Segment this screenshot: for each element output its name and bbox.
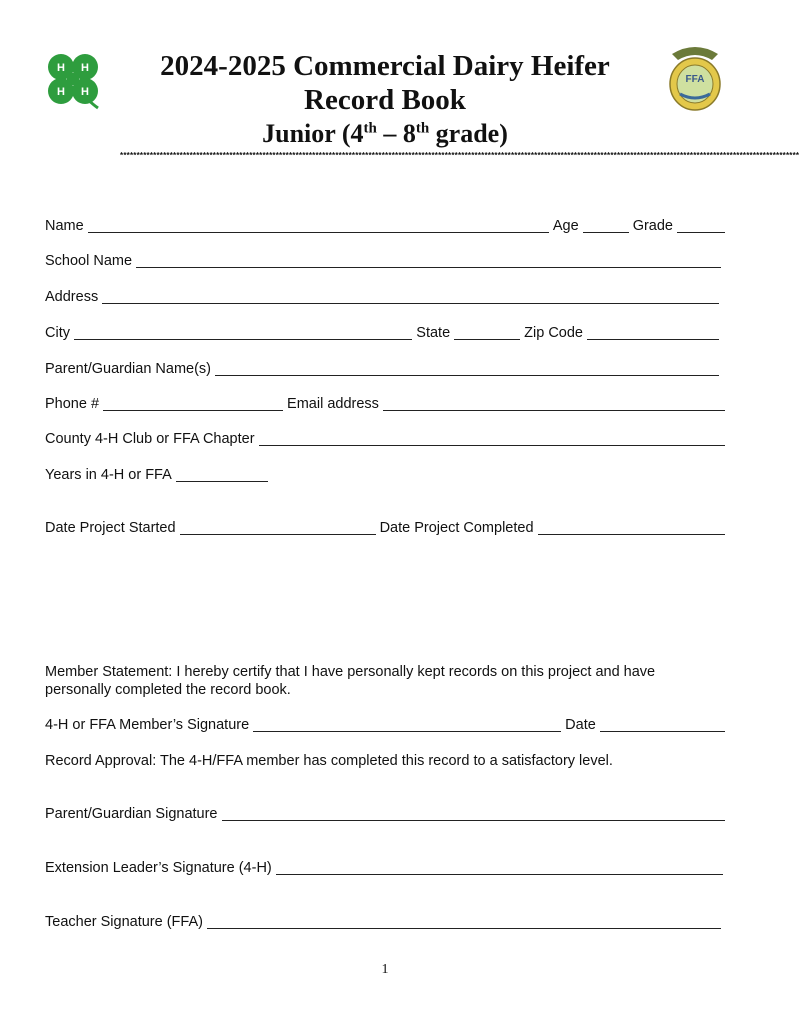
extension-signature-row	[45, 858, 725, 878]
parent-signature-field[interactable]	[222, 806, 726, 821]
teacher-signature-row	[45, 912, 725, 932]
contact-row	[45, 394, 725, 414]
name-row	[45, 216, 725, 236]
asterisk-divider: *************************************************************************************************************************************************************************************************************	[120, 151, 799, 160]
svg-text:H: H	[81, 62, 89, 74]
school-label: School Name	[45, 253, 133, 269]
record-approval: Record Approval: The 4-H/FFA member has completed this record to a satisfactory level.	[45, 753, 613, 769]
name-label: Name	[45, 218, 84, 234]
grade-label: Grade	[632, 218, 673, 234]
svg-text:H: H	[81, 86, 89, 98]
years-label: Years in 4-H or FFA	[45, 467, 172, 483]
age-field[interactable]	[583, 218, 629, 233]
age-label: Age	[552, 218, 579, 234]
city-field[interactable]	[74, 325, 412, 340]
teacher-signature-field[interactable]	[207, 914, 721, 929]
parent-signature-row	[45, 804, 725, 824]
parent-signature-label: Parent/Guardian Signature	[45, 806, 218, 822]
extension-signature-label: Extension Leader’s Signature (4-H)	[45, 860, 272, 876]
phone-field[interactable]	[103, 396, 283, 411]
school-row	[45, 251, 725, 271]
club-label: County 4-H Club or FFA Chapter	[45, 431, 255, 447]
page-title: 2024-2025 Commercial Dairy Heifer	[160, 50, 610, 82]
zip-label: Zip Code	[524, 325, 583, 341]
dates-row	[45, 518, 725, 538]
city-label: City	[45, 325, 70, 341]
svg-text:FFA: FFA	[685, 74, 705, 85]
phone-label: Phone #	[45, 396, 100, 412]
state-field[interactable]	[454, 325, 520, 340]
parent-row	[45, 359, 725, 379]
email-label: Email address	[287, 396, 379, 412]
page-title-line2: Record Book	[304, 84, 466, 116]
club-row	[45, 429, 725, 449]
date-completed-field[interactable]	[538, 520, 725, 535]
parent-label: Parent/Guardian Name(s)	[45, 361, 212, 377]
member-signature-field[interactable]	[253, 717, 561, 732]
teacher-signature-label: Teacher Signature (FFA)	[45, 914, 203, 930]
date-started-label: Date Project Started	[45, 520, 176, 536]
name-field[interactable]	[88, 218, 549, 233]
address-label: Address	[45, 289, 99, 305]
page-subtitle: Junior (4th – 8th grade)	[262, 119, 508, 148]
club-field[interactable]	[259, 431, 725, 446]
page-number: 1	[381, 962, 389, 977]
extension-signature-field[interactable]	[276, 860, 723, 875]
svg-text:H: H	[57, 86, 65, 98]
member-signature-row	[45, 715, 725, 735]
email-field[interactable]	[383, 396, 725, 411]
address-row	[45, 287, 725, 307]
ffa-emblem-logo	[666, 42, 724, 112]
city-row	[45, 323, 725, 343]
address-field[interactable]	[102, 289, 719, 304]
grade-field[interactable]	[677, 218, 725, 233]
school-field[interactable]	[136, 253, 721, 268]
svg-text:H: H	[57, 62, 65, 74]
date-completed-label: Date Project Completed	[379, 520, 534, 536]
date-started-field[interactable]	[180, 520, 376, 535]
date-label: Date	[565, 717, 596, 733]
member-statement: Member Statement: I hereby certify that I have personally kept records on this project and have personally completed the record book.	[45, 664, 656, 698]
zip-field[interactable]	[587, 325, 719, 340]
state-label: State	[416, 325, 451, 341]
years-field[interactable]	[176, 467, 268, 482]
member-signature-label: 4-H or FFA Member’s Signature	[45, 717, 250, 733]
parent-field[interactable]	[215, 361, 719, 376]
member-date-field[interactable]	[600, 717, 725, 732]
4h-clover-logo	[40, 46, 106, 112]
years-row	[45, 465, 725, 485]
